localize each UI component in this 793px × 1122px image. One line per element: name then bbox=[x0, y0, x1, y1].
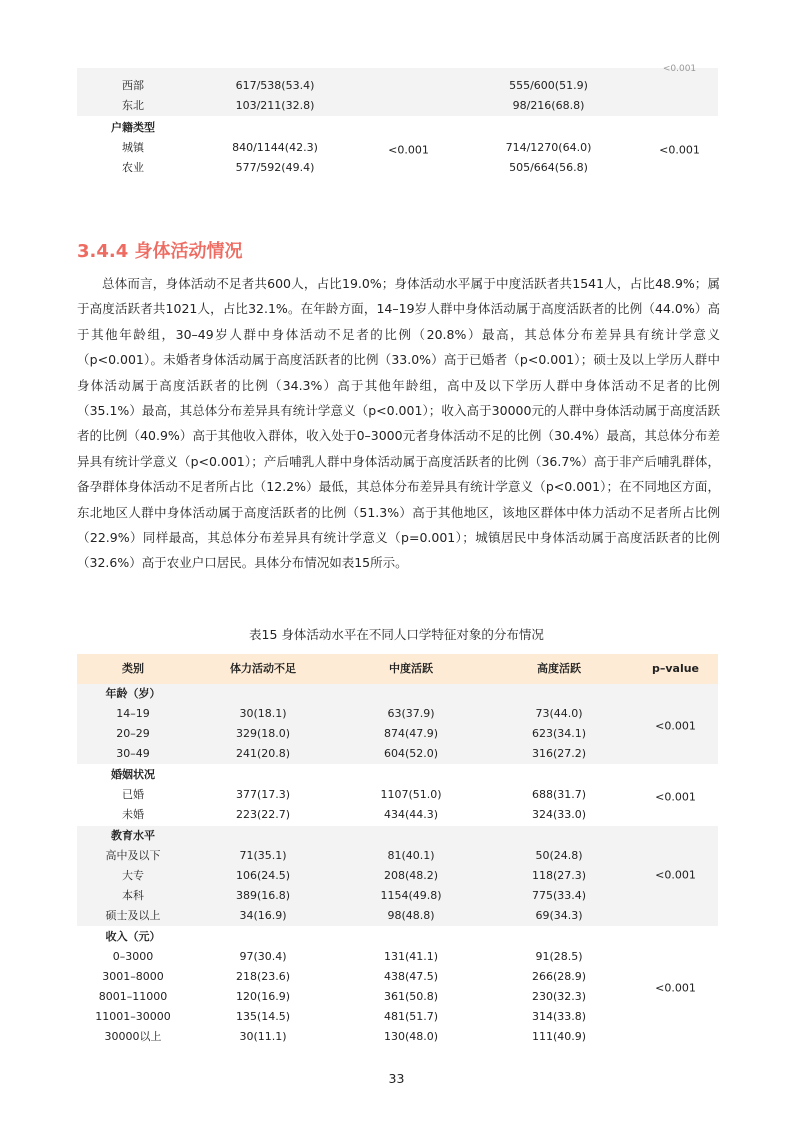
p-value: <0.001 bbox=[655, 790, 696, 804]
row-label: 城镇 bbox=[122, 141, 144, 154]
row-label: 本科 bbox=[122, 889, 144, 902]
group-title: 户籍类型 bbox=[111, 121, 155, 134]
page-number: 33 bbox=[388, 1071, 405, 1086]
cell-insufficient: 97(30.4) bbox=[239, 950, 287, 963]
p-value: <0.001 bbox=[655, 719, 696, 733]
table-row bbox=[77, 805, 718, 825]
table-row bbox=[77, 785, 718, 805]
cell-moderate: 81(40.1) bbox=[387, 849, 435, 862]
cell-high: 316(27.2) bbox=[531, 747, 587, 760]
table-row bbox=[77, 886, 718, 906]
cell-high: 111(40.9) bbox=[531, 1030, 587, 1043]
group-title: 婚姻状况 bbox=[111, 768, 155, 781]
cell-moderate: 1154(49.8) bbox=[380, 889, 442, 902]
cell-moderate: 1107(51.0) bbox=[380, 788, 442, 801]
cell-value: 555/600(51.9) bbox=[509, 79, 588, 92]
row-label: 未婚 bbox=[122, 808, 144, 821]
table-row bbox=[77, 846, 718, 866]
section-title: 3.4.4 身体活动情况 bbox=[77, 241, 243, 262]
row-label: 已婚 bbox=[122, 788, 144, 801]
cell-insufficient: 71(35.1) bbox=[239, 849, 287, 862]
table-row bbox=[77, 1007, 718, 1027]
table-row bbox=[77, 947, 718, 967]
row-label: 西部 bbox=[122, 79, 144, 92]
cell-insufficient: 135(14.5) bbox=[235, 1010, 291, 1023]
table-row bbox=[77, 76, 718, 96]
table-row bbox=[77, 158, 718, 178]
group-title: 收入（元） bbox=[105, 930, 161, 943]
cell-value: 840/1144(42.3) bbox=[232, 141, 318, 154]
group-education bbox=[77, 826, 718, 926]
top-table-household-group bbox=[77, 116, 718, 180]
cell-high: 623(34.1) bbox=[531, 727, 587, 740]
row-label: 硕士及以上 bbox=[105, 909, 161, 922]
table-row bbox=[77, 1027, 718, 1047]
row-label: 8001–11000 bbox=[98, 990, 168, 1003]
p-value-cut: <0.001 bbox=[662, 64, 697, 74]
group-title: 教育水平 bbox=[111, 829, 155, 842]
cell-moderate: 63(37.9) bbox=[387, 707, 435, 720]
row-label: 大专 bbox=[122, 869, 144, 882]
cell-insufficient: 329(18.0) bbox=[235, 727, 291, 740]
cell-moderate: 481(51.7) bbox=[383, 1010, 439, 1023]
cell-value: 505/664(56.8) bbox=[509, 161, 588, 174]
row-label: 0–3000 bbox=[112, 950, 154, 963]
cell-moderate: 438(47.5) bbox=[383, 970, 439, 983]
cell-moderate: 434(44.3) bbox=[383, 808, 439, 821]
header-moderate: 中度活跃 bbox=[389, 662, 433, 675]
group-marital bbox=[77, 764, 718, 826]
cell-insufficient: 377(17.3) bbox=[235, 788, 291, 801]
top-table-region-group bbox=[77, 64, 718, 116]
table-header bbox=[77, 654, 718, 684]
table-row bbox=[77, 906, 718, 926]
table-row bbox=[77, 866, 718, 886]
table-row bbox=[77, 744, 718, 764]
cell-high: 324(33.0) bbox=[531, 808, 587, 821]
cell-value: 617/538(53.4) bbox=[235, 79, 315, 92]
row-label: 14–19 bbox=[116, 707, 150, 720]
cell-moderate: 604(52.0) bbox=[383, 747, 439, 760]
cell-value: 577/592(49.4) bbox=[235, 161, 315, 174]
cell-high: 688(31.7) bbox=[531, 788, 587, 801]
cell-insufficient: 120(16.9) bbox=[235, 990, 291, 1003]
cell-high: 314(33.8) bbox=[531, 1010, 587, 1023]
cell-insufficient: 106(24.5) bbox=[235, 869, 291, 882]
table-row bbox=[77, 704, 718, 724]
row-label: 高中及以下 bbox=[105, 849, 161, 862]
group-title: 年龄（岁） bbox=[105, 687, 161, 700]
table-row bbox=[77, 987, 718, 1007]
cell-insufficient: 389(16.8) bbox=[235, 889, 291, 902]
header-high: 高度活跃 bbox=[537, 662, 581, 675]
group-title-row bbox=[77, 118, 718, 138]
body-paragraph: 总体而言，身体活动不足者共600人，占比19.0%；身体活动水平属于中度活跃者共1541人，占比48.9%；属于高度活跃者共1021人，占比32.1%。在年龄方面，14–19岁人群中身体活动属于高度活跃者的比例（44.0%）高于其他年龄组，30–49岁人群中身体活动不足者的比例（20.8%）最高，其总体分布差异具有统计学意义（p<0.001）。未婚者身体活动属于高度活跃者的比例（33.0%）高于已婚者（p<0.001）；硕士及以上学历人群中身体活动属于高度活跃者的比例（34.3%）高于其他年龄组，高中及以下学历人群中身体活动不足者的比例（35.1%）最高，其总体分布差异具有统计学意义（p<0.001）；收入高于30000元的人群中身体活动属于高度活跃者的比例（40.9%）高于其他收入群体，收入处于0–3000元者身体活动不足的比例（30.4%）最高，其总体分布差异具有统计学意义（p<0.001）；产后哺乳人群中身体活动属于高度活跃者的比例（36.7%）高于非产后哺乳群体，备孕群体身体活动不足者所占比（12.2%）最低，其总体分布差异具有统计学意义（p<0.001）；在不同地区方面，东北地区人群中身体活动属于高度活跃者的比例（51.3%）高于其他地区，该地区群体中体力活动不足者所占比例（22.9%）同样最高，其总体分布差异具有统计学意义（p=0.001）；城镇居民中身体活动属于高度活跃者的比例（32.6%）高于农业户口居民。具体分布情况如表15所示。 bbox=[77, 276, 720, 571]
cell-moderate: 130(48.0) bbox=[383, 1030, 439, 1043]
row-label: 20–29 bbox=[116, 727, 150, 740]
cell-high: 91(28.5) bbox=[535, 950, 583, 963]
cell-insufficient: 30(18.1) bbox=[239, 707, 287, 720]
cell-moderate: 874(47.9) bbox=[383, 727, 439, 740]
table-row bbox=[77, 724, 718, 744]
table-caption: 表15 身体活动水平在不同人口学特征对象的分布情况 bbox=[249, 627, 544, 642]
cell-insufficient: 218(23.6) bbox=[235, 970, 291, 983]
row-label: 东北 bbox=[122, 99, 144, 112]
group-age bbox=[77, 684, 718, 764]
p-value: <0.001 bbox=[659, 143, 700, 157]
cell-moderate: 361(50.8) bbox=[383, 990, 439, 1003]
row-label: 农业 bbox=[122, 161, 144, 174]
cell-high: 118(27.3) bbox=[531, 869, 587, 882]
cell-high: 266(28.9) bbox=[531, 970, 587, 983]
p-value: <0.001 bbox=[655, 868, 696, 882]
cell-value: 98/216(68.8) bbox=[512, 99, 585, 112]
cell-high: 73(44.0) bbox=[535, 707, 583, 720]
cell-moderate: 131(41.1) bbox=[383, 950, 439, 963]
table-row bbox=[77, 967, 718, 987]
cell-high: 50(24.8) bbox=[535, 849, 583, 862]
top-table bbox=[77, 64, 718, 180]
p-value: <0.001 bbox=[388, 143, 429, 157]
table-row bbox=[77, 96, 718, 116]
cell-insufficient: 34(16.9) bbox=[239, 909, 287, 922]
group-income bbox=[77, 926, 718, 1048]
row-label: 11001–30000 bbox=[95, 1010, 171, 1023]
group-title-row bbox=[77, 826, 718, 846]
row-label: 30–49 bbox=[116, 747, 150, 760]
cell-value: 103/211(32.8) bbox=[235, 99, 315, 112]
cell-insufficient: 241(20.8) bbox=[235, 747, 291, 760]
cell-value: 714/1270(64.0) bbox=[505, 141, 592, 154]
p-value: <0.001 bbox=[655, 981, 696, 995]
table-15 bbox=[77, 654, 718, 1048]
cell-high: 775(33.4) bbox=[531, 889, 587, 902]
group-title-row bbox=[77, 684, 718, 704]
cell-moderate: 98(48.8) bbox=[387, 909, 435, 922]
header-insufficient: 体力活动不足 bbox=[230, 662, 296, 675]
cell-high: 230(32.3) bbox=[531, 990, 587, 1003]
cell-insufficient: 30(11.1) bbox=[239, 1030, 287, 1043]
header-p-value: p–value bbox=[651, 662, 700, 675]
group-title-row bbox=[77, 765, 718, 785]
cell-moderate: 208(48.2) bbox=[383, 869, 439, 882]
row-label: 30000以上 bbox=[104, 1030, 162, 1043]
row-label: 3001–8000 bbox=[102, 970, 164, 983]
group-title-row bbox=[77, 927, 718, 947]
cell-high: 69(34.3) bbox=[535, 909, 583, 922]
header-category: 类别 bbox=[122, 662, 144, 675]
cell-insufficient: 223(22.7) bbox=[235, 808, 291, 821]
